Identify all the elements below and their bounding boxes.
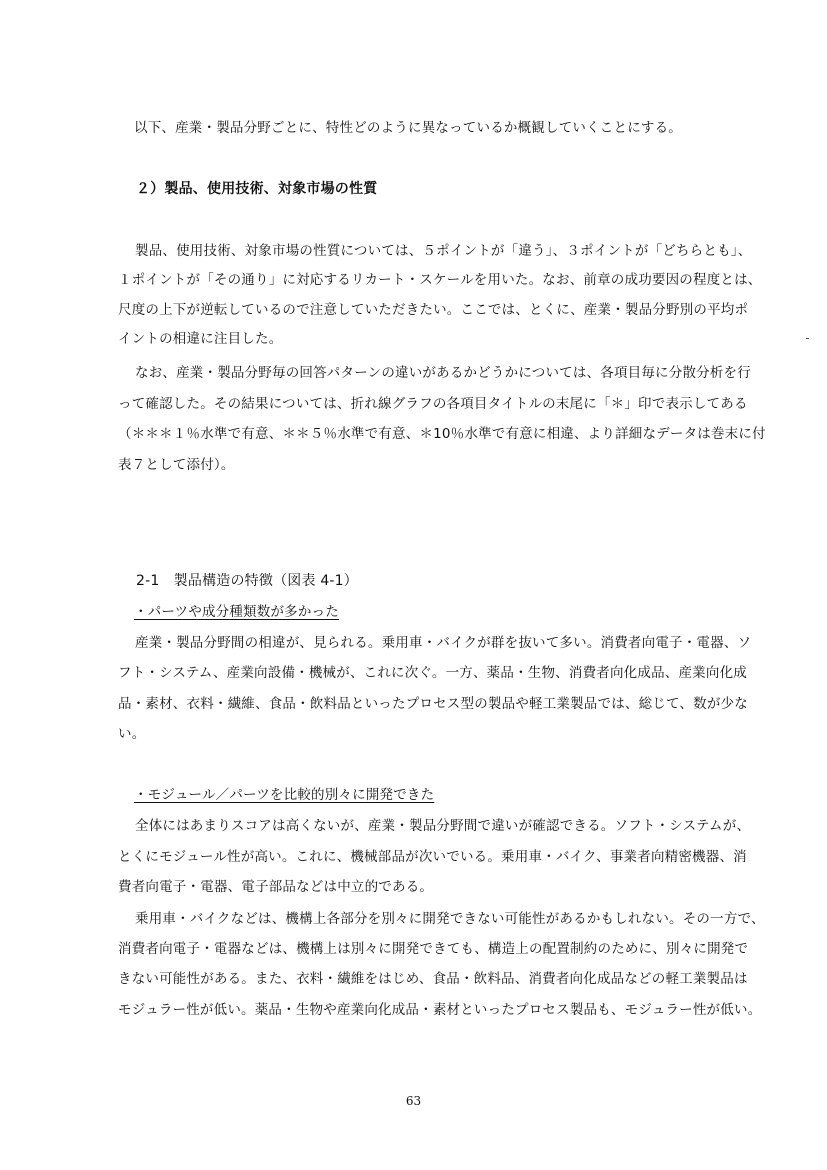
paragraph-line: １ポイントが「その通り」に対応するリカート・スケールを用いた。なお、前章の成功要因の程度とは、 [118,272,762,288]
paragraph-line: 費者向電子・電器、電子部品などは中立的である。 [118,879,434,895]
paragraph-line: 表７として添付）。 [118,457,235,473]
paragraph-line: 産業・製品分野間の相違が、見られる。乗用車・バイクが群を抜いて多い。消費者向電子・電器、ソ [135,635,752,651]
subsection-heading: 2-1 製品構造の特徴（図表 4-1） [136,573,358,589]
paragraph-line: って確認した。その結果については、折れ線グラフの各項目タイトルの末尾に「＊」印で表示してある [118,396,748,412]
paragraph-line: 全体にはあまりスコアは高くないが、産業・製品分野間で違いが確認できる。ソフト・システムが、 [135,818,751,834]
section-heading: ２）製品、使用技術、対象市場の性質 [136,181,378,197]
paragraph-line: （＊＊＊１％水準で有意、＊＊５％水準で有意、＊10％水準で有意に相違、より詳細なデータは巻末に付 [118,426,766,442]
item-2-title: ・モジュール／パーツを比較的別々に開発できた [134,787,435,803]
paragraph-line: モジュラー性が低い。薬品・生物や産業向化成品・素材といったプロセス製品も、モジュラー性が低い。 [118,1002,762,1018]
paragraph-line: なお、産業・製品分野毎の回答パターンの違いがあるかどうかについては、各項目毎に分散分析を行 [135,365,751,381]
paragraph-line: 尺度の上下が逆転しているので注意していただきたい。ここでは、とくに、産業・製品分野別の平均ポ [118,302,749,318]
item-1-title: ・パーツや成分種類数が多かった [134,604,339,620]
paragraph-line: きない可能性がある。また、衣料・繊維をはじめ、食品・飲料品、消費者向化成品などの軽工業製品は [118,971,748,987]
page-number: 63 [405,1094,422,1108]
paragraph-line: 品・素材、衣料・繊維、食品・飲料品といったプロセス型の製品や軽工業製品では、総じて、数が少な [118,696,748,712]
paragraph-line: い。 [118,726,146,742]
paragraph-line: 乗用車・バイクなどは、機構上各部分を別々に開発できない可能性があるかもしれない。その一方で、 [135,911,765,927]
intro-text: 以下、産業・製品分野ごとに、特性どのように異なっているか概観していくことにする。 [134,120,682,136]
paragraph-line: イントの相違に注目した。 [118,331,283,347]
margin-mark [806,338,809,339]
paragraph-line: 消費者向電子・電器などは、機構上は別々に開発できても、構造上の配置制約のために、別々に開発で [118,941,749,957]
paragraph-line: フト・システム、産業向設備・機械が、これに次ぐ。一方、薬品・生物、消費者向化成品、産業向化成 [118,665,747,681]
paragraph-line: とくにモジュール性が高い。これに、機械部品が次いでいる。乗用車・バイク、事業者向精密機器、消 [118,849,747,865]
paragraph-line: 製品、使用技術、対象市場の性質については、５ポイントが「違う」、３ポイントが「どちらとも」、 [135,243,752,259]
